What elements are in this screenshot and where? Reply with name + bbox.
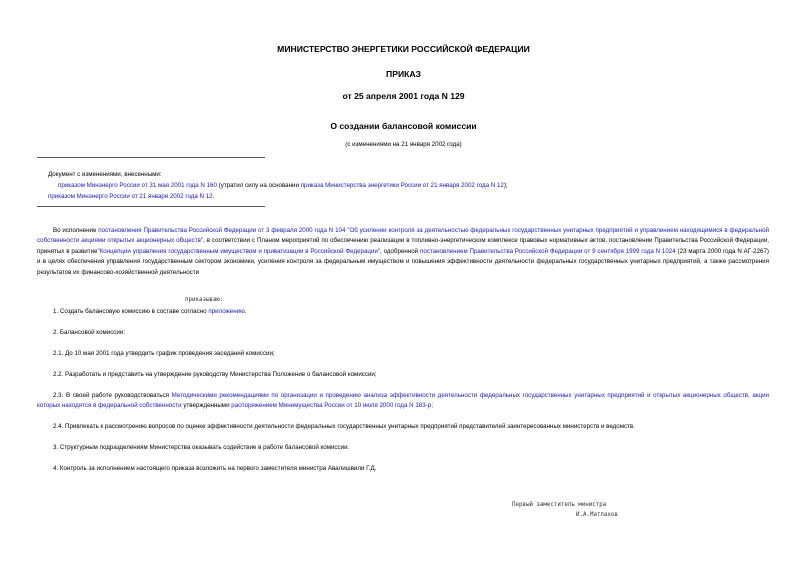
page-title: О создании балансовой комиссии bbox=[330, 121, 477, 131]
changes-intro: Документ с изменениями, внесенными: bbox=[48, 171, 162, 178]
item-2-3-text: 2.3. В своей работе руководствоваться bbox=[53, 392, 172, 399]
preamble-link-concept[interactable]: "Концепции управления государственным имуществом и приватизации в Российской Федерации" bbox=[97, 247, 381, 255]
item-2-1: 2.1. До 10 мая 2001 года утвердить график проведения заседаний комиссии; bbox=[53, 350, 275, 357]
link-methodical-recommendations[interactable]: Методическими рекомендациями по организации и проведению анализа эффективности деятельности федеральных государственных унитарных предприятий и открытых акционерных обществ, акции которых находятся в федеральной собственности bbox=[37, 392, 769, 410]
signature-position: Первый заместитель министра bbox=[512, 502, 607, 508]
appendix-link[interactable]: приложению bbox=[208, 308, 245, 315]
preamble-link-decree-104[interactable]: постановления Правительства Российской Федерации от 3 февраля 2000 года N 104 "Об усилении контроля за деятельностью федеральных государственных унитарных предприятий и управлением находящимися в федеральной собственности акциями открытых акционерных обществ" bbox=[37, 227, 769, 245]
changes-text-end-2: . bbox=[212, 193, 215, 200]
item-2-3-text: утвержденными bbox=[181, 402, 232, 410]
changes-line-2 bbox=[48, 193, 214, 200]
changes-link-order-160[interactable]: приказом Минэнерго России от 31 мая 2001 года N 160 bbox=[58, 182, 217, 189]
item-2-2: 2.2. Разработать и представить на утверждение руководству Министерства Положение о балансовой комиссии; bbox=[53, 371, 377, 378]
item-1-text: 1. Создать балансовую комиссию в составе согласно bbox=[53, 308, 209, 315]
signature-name: И.А.Матлахов bbox=[576, 512, 618, 518]
ministry-heading: МИНИСТЕРСТВО ЭНЕРГЕТИКИ РОССИЙСКОЙ ФЕДЕРАЦИИ bbox=[277, 44, 530, 54]
changes-link-order-12[interactable]: приказом Минэнерго России от 21 января 2002 года N 12 bbox=[48, 193, 213, 200]
item-4: 4. Контроль за исполнением настоящего приказа возложить на первого заместителя министра Авалишвили Г.Д. bbox=[53, 465, 377, 472]
preamble-text: (23 марта 2000 года N АГ-2267) и в целях обеспечения управления государственным сектором экономики, усиления контроля за федеральным имуществом и повышения эффективности деятельности федеральных государственных унитарных предприятий, а также рассмотрения результатов их финансово-хозяйственной деятельности bbox=[37, 247, 769, 276]
changes-line-1 bbox=[58, 182, 508, 189]
preamble-paragraph bbox=[37, 226, 769, 278]
preamble-text: , в соответствии с Планом мероприятий по обеспечению реализации в топливно-энергетическом комплексе правовых нормативных актов, постановлении Правительства Российской Федерации, принятых в развитие bbox=[37, 237, 769, 255]
divider-bottom bbox=[37, 206, 265, 207]
link-order-183r[interactable]: распоряжением Минимущества России от 10 июля 2000 года N 183-р bbox=[231, 402, 432, 410]
divider-top bbox=[37, 157, 265, 158]
changes-link-order-12-ministry[interactable]: приказа Министерства энергетики России от 21 января 2002 года N 12 bbox=[300, 182, 504, 189]
item-1-end: . bbox=[244, 308, 247, 315]
changes-text: (утратил силу на основании bbox=[216, 182, 301, 189]
doc-type-heading: ПРИКАЗ bbox=[386, 69, 421, 79]
item-2-3 bbox=[37, 391, 769, 412]
changes-text-end: ); bbox=[503, 182, 508, 189]
doc-date-number: от 25 апреля 2001 года N 129 bbox=[342, 91, 465, 101]
item-1 bbox=[53, 308, 246, 315]
preamble-text: Во исполнение bbox=[53, 227, 99, 234]
preamble-text: , одобренной bbox=[380, 247, 420, 255]
revision-note: (с изменениями на 21 января 2002 года) bbox=[345, 141, 462, 148]
item-3: 3. Структурным подразделениям Министерства оказывать содействие в работе балансовой комиссии. bbox=[53, 444, 350, 451]
preamble-link-decree-1024[interactable]: постановлением Правительства Российской Федерации от 9 сентября 1999 года N 1024 bbox=[419, 247, 676, 255]
item-2-3-end: ; bbox=[431, 402, 433, 410]
order-word: приказываю: bbox=[185, 297, 224, 303]
item-2: 2. Балансовой комиссии: bbox=[53, 329, 126, 336]
item-2-4: 2.4. Привлекать к рассмотрению вопросов по оценке эффективности деятельности федеральных государственных унитарных предприятий представителей заинтересованных министерств и ведомств. bbox=[53, 423, 635, 430]
